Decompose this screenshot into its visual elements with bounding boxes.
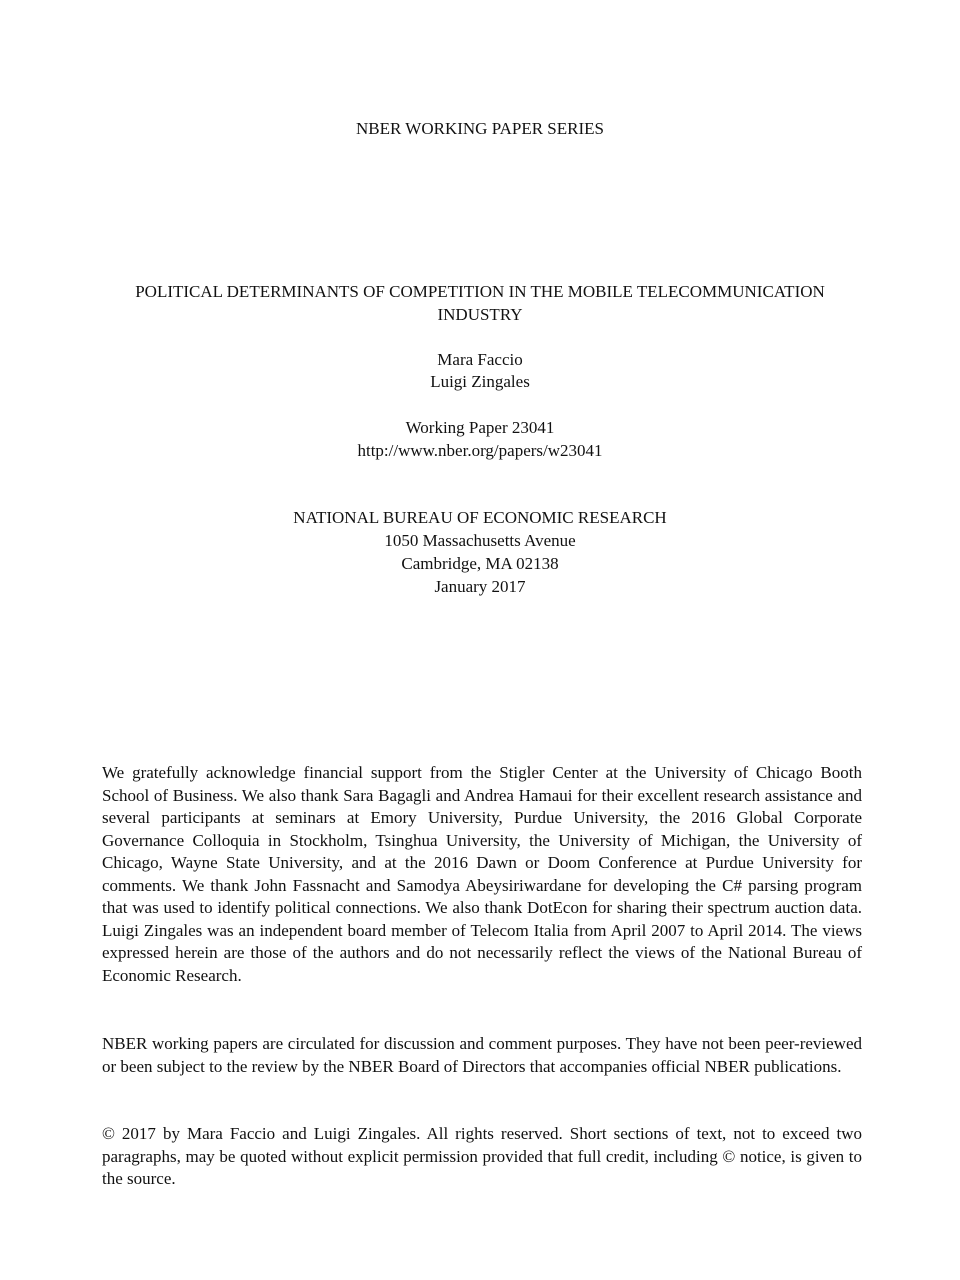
copyright-paragraph: © 2017 by Mara Faccio and Luigi Zingales. All rights reserved. Short sections of text, not to exceed two paragraphs, may be quoted without explicit permission provided that full credit, including © notice, is given to the source. bbox=[102, 1124, 862, 1188]
author-name: Luigi Zingales bbox=[430, 372, 530, 391]
institution-name: NATIONAL BUREAU OF ECONOMIC RESEARCH bbox=[293, 508, 667, 527]
paper-title-line-2: INDUSTRY bbox=[437, 305, 523, 324]
disclaimer-paragraph: NBER working papers are circulated for discussion and comment purposes. They have not been peer-reviewed or been subject to the review by the NBER Board of Directors that accompanies official NBER publications. bbox=[102, 1034, 862, 1076]
series-heading: NBER WORKING PAPER SERIES bbox=[356, 119, 604, 138]
acknowledgment-paragraph: We gratefully acknowledge financial support from the Stigler Center at the University of Chicago Booth School of Business. We also thank Sara Bagagli and Andrea Hamaui for their excellent research assistance and several participants at seminars at Emory University, Purdue University, the 2016 Global Corporate Governance Colloquia in Stockholm, Tsinghua University, the University of Michigan, the University of Chicago, Wayne State University, and at the 2016 Dawn or Doom Conference at Purdue University for comments. We thank John Fassnacht and Samodya Abeysiriwardane for developing the C# parsing program that was used to identify political connections. We also thank DotEcon for sharing their spectrum auction data. Luigi Zingales was an independent board member of Telecom Italia from April 2007 to April 2014. The views expressed herein are those of the authors and do not necessarily reflect the views of the National Bureau of Economic Research. bbox=[102, 763, 862, 985]
institution-city: Cambridge, MA 02138 bbox=[401, 554, 559, 573]
author-list bbox=[0, 349, 960, 393]
publication-date: January 2017 bbox=[434, 577, 526, 596]
institution-street: 1050 Massachusetts Avenue bbox=[384, 531, 576, 550]
working-paper-url[interactable]: http://www.nber.org/papers/w23041 bbox=[357, 441, 603, 460]
working-paper-number: Working Paper 23041 bbox=[405, 418, 555, 437]
working-paper-info bbox=[0, 416, 960, 462]
institution-block bbox=[0, 506, 960, 598]
paper-title bbox=[70, 280, 890, 326]
author-name: Mara Faccio bbox=[437, 350, 523, 369]
paper-title-line-1: POLITICAL DETERMINANTS OF COMPETITION IN THE MOBILE TELECOMMUNICATION bbox=[135, 282, 825, 301]
